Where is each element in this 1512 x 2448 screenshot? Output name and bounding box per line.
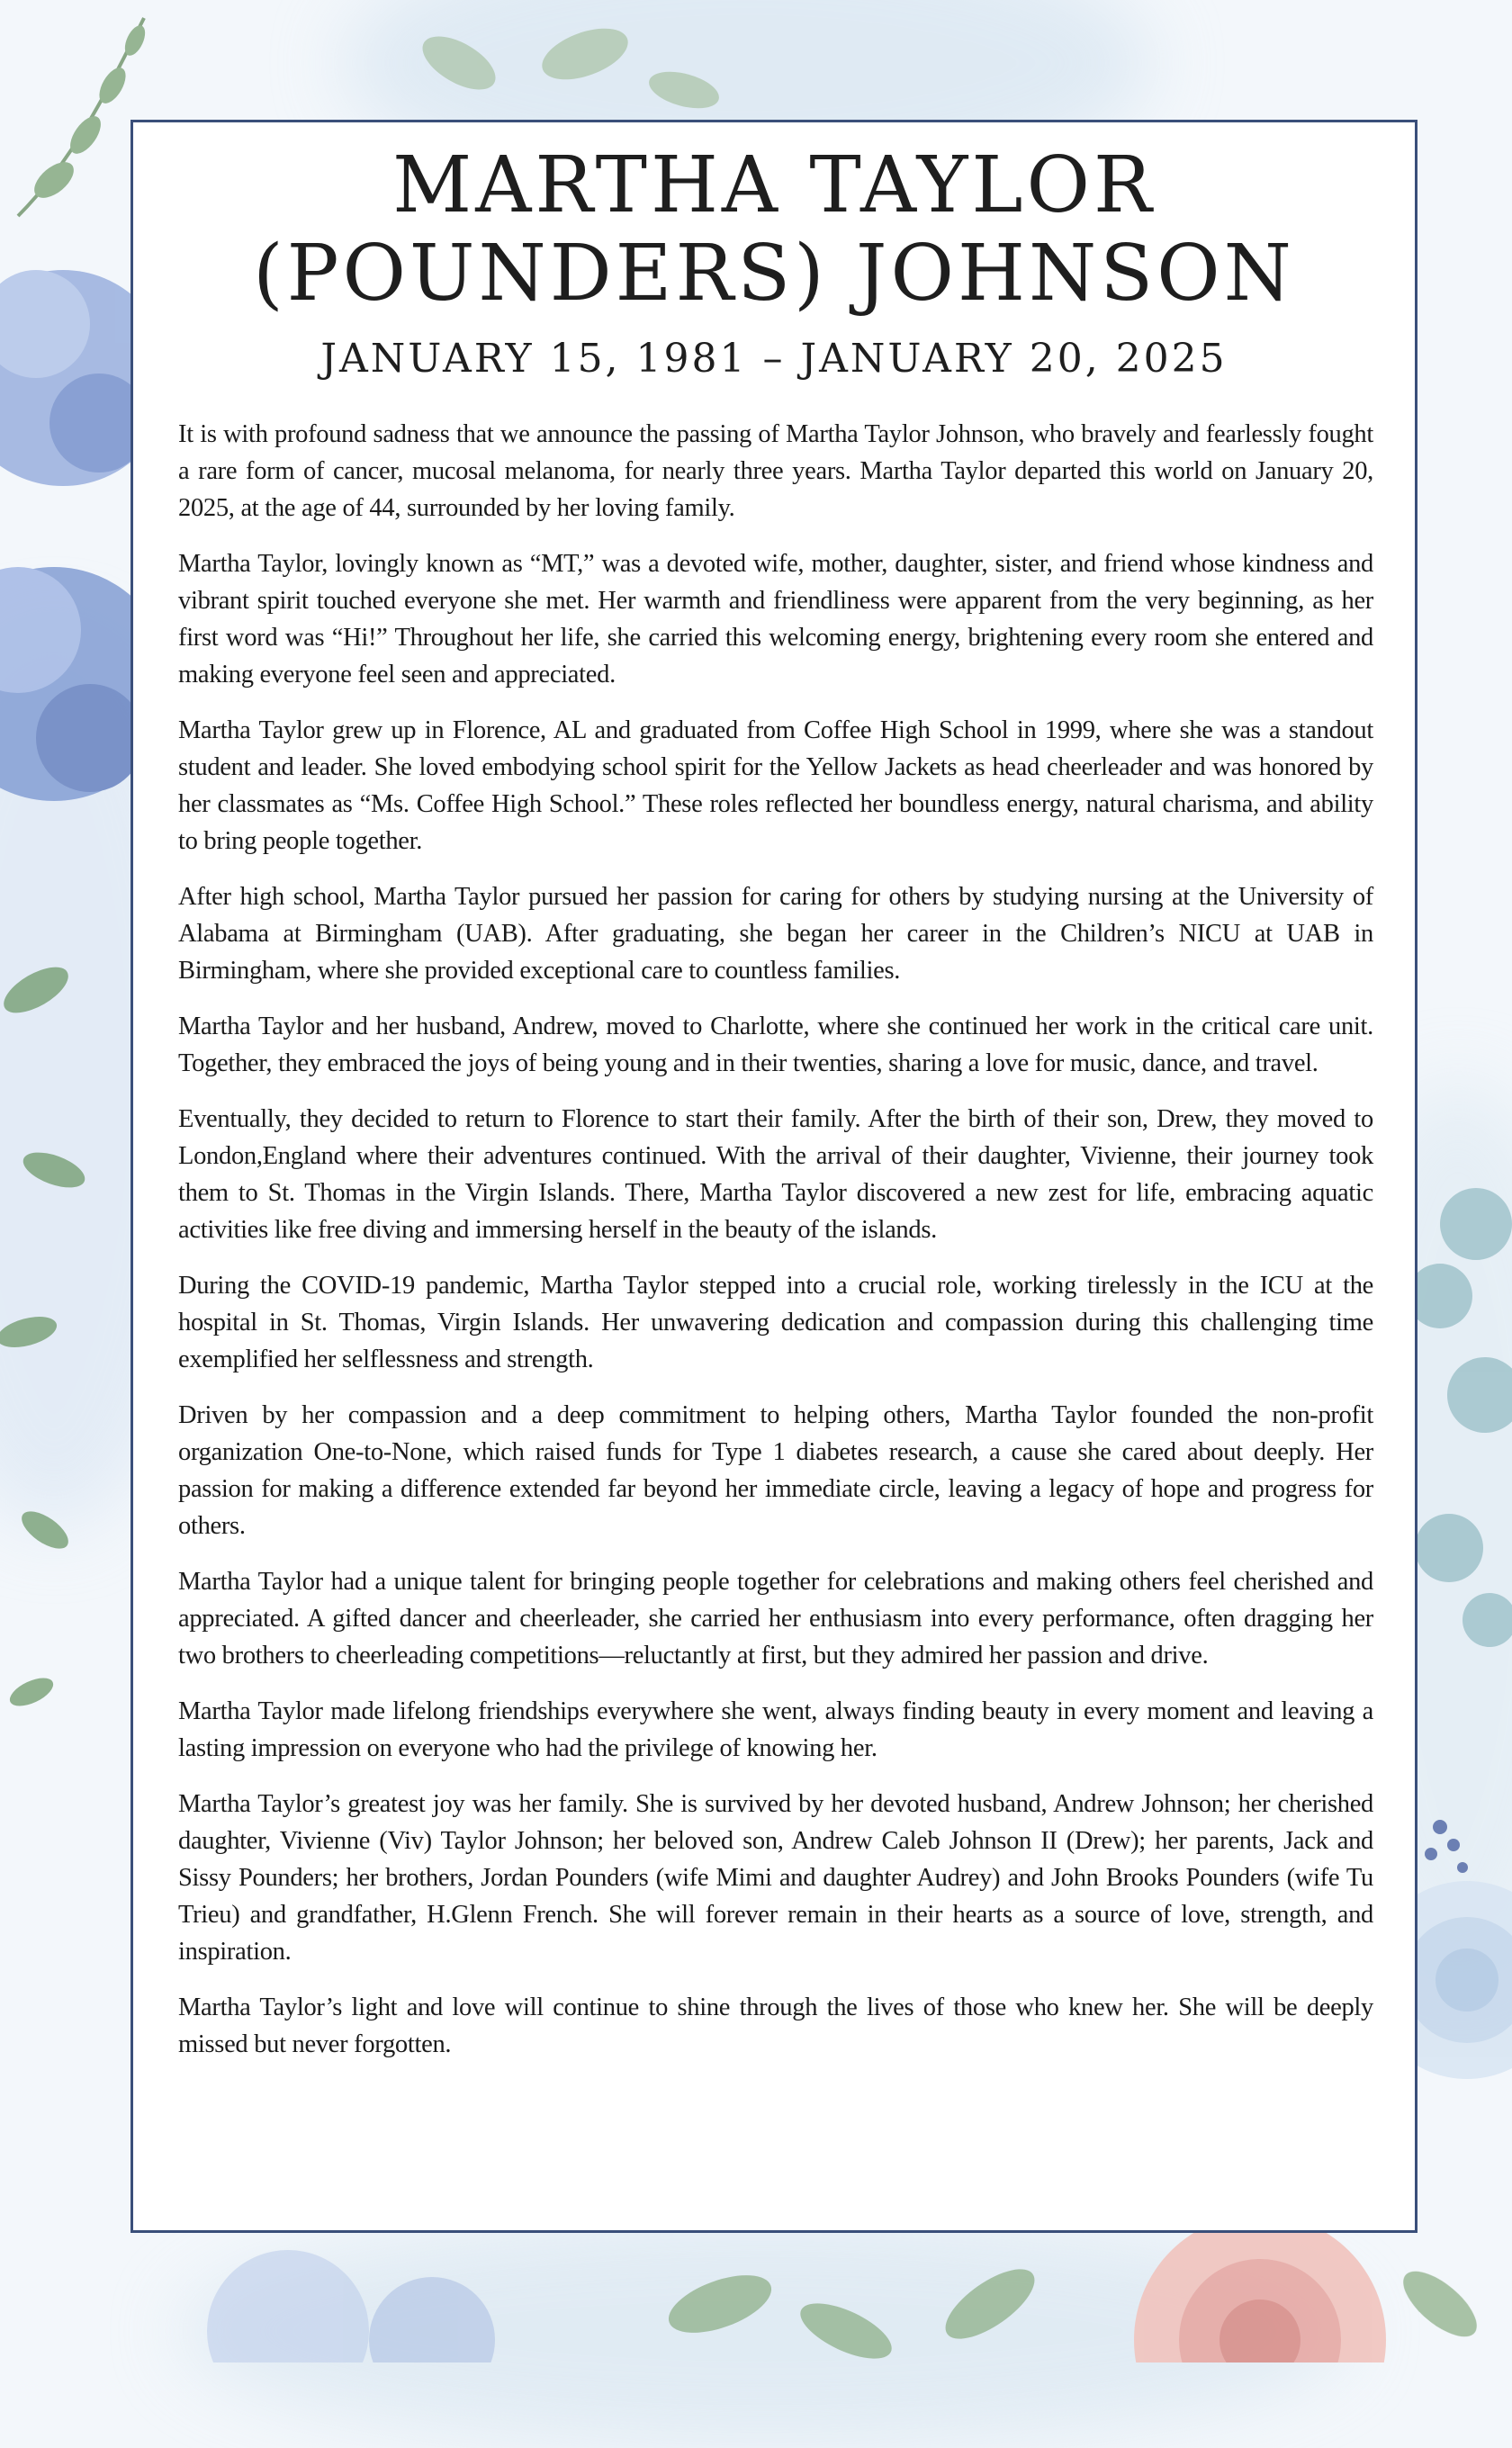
paragraph-survivors: Martha Taylor’s greatest joy was her family. She is survived by her devoted husband, Andrew Johnson; her cherished daughter, Vivienne (Viv) Taylor Johnson; her beloved son, Andrew Caleb Johnson II (Drew); her parents, Jack and Sissy Pounders; her brothers, Jordan Pounders (wife Mimi and daughter Audrey) and John Brooks Pounders (wife Tu Trieu) and grandfather, H.Glenn French. She will forever remain in their hearts as a source of love, strength, and inspiration.	[178, 1790, 1373, 1966]
paragraph-education: After high school, Martha Taylor pursued her passion for caring for others by studying nursing at the University of Alabama at Birmingham (UAB). After graduating, she began her career in the Children’s NICU at UAB in Birmingham, where she provided exceptional care to countless families.	[178, 883, 1373, 985]
paragraph-celebrations: Martha Taylor had a unique talent for bringing people together for celebrations and making others feel cherished and appreciated. A gifted dancer and cheerleader, she carried her enthusiasm into every performance, often dragging her two brothers to cheerleading competitions—reluctantly at first, but they admired her passion and drive.	[178, 1568, 1373, 1670]
left-leaves	[0, 958, 89, 1711]
top-leaves	[414, 18, 723, 114]
paragraph-closing: Martha Taylor’s light and love will continue to shine through the lives of those who knew her. She will be deeply missed but never forgotten.	[178, 1994, 1373, 2058]
bottom-rose	[1134, 2214, 1386, 2362]
paragraph-friendships: Martha Taylor made lifelong friendships everywhere she went, always finding beauty in every moment and leaving a lasting impression on everyone who had the privilege of knowing her.	[178, 1697, 1373, 1762]
paragraph-family-travels: Eventually, they decided to return to Florence to start their family. After the birth of their son, Drew, they moved to London,England where their adventures continued. With the arrival of their daughter, Vivienne, their journey took them to St. Thomas in the Virgin Islands. There, Martha Taylor discovered a new zest for life, embracing aquatic activities like free diving and immersing herself in the beauty of the islands.	[178, 1105, 1373, 1244]
obituary-body	[178, 416, 1373, 2082]
life-dates: JANUARY 15, 1981 – JANUARY 20, 2025	[320, 336, 1228, 382]
right-leaves	[1408, 1188, 1512, 1647]
paragraph-upbringing: Martha Taylor grew up in Florence, AL and graduated from Coffee High School in 1999, where she was a standout student and leader. She loved embodying school spirit for the Yellow Jackets as head cheerleader and was honored by her classmates as “Ms. Coffee High School.” These roles reflected her boundless energy, natural charisma, and ability to bring people together.	[178, 716, 1373, 855]
top-left-eucalyptus	[18, 18, 149, 216]
paragraph-announcement: It is with profound sadness that we announce the passing of Martha Taylor Johnson, who bravely and fearlessly fought a rare form of cancer, mucosal melanoma, for nearly three years. Martha Taylor departed this world on January 20, 2025, at the age of 44, surrounded by her loving family.	[178, 420, 1373, 522]
paragraph-nonprofit: Driven by her compassion and a deep commitment to helping others, Martha Taylor founded the non-profit organization One-to-None, which raised funds for Type 1 diabetes research, a cause she cared about deeply. Her passion for making a difference extended far beyond her immediate circle, leaving a legacy of hope and progress for others.	[178, 1401, 1373, 1540]
obituary-panel	[130, 120, 1418, 2233]
bottom-hydrangea	[207, 2250, 495, 2362]
obituary-name-line1: MARTHA TAYLOR	[392, 140, 1156, 230]
paragraph-covid: During the COVID-19 pandemic, Martha Taylor stepped into a crucial role, working tirelessly in the ICU at the hospital in St. Thomas, Virgin Islands. Her unwavering dedication and compassion during this challenging time exemplified her selflessness and strength.	[178, 1272, 1373, 1373]
paragraph-character: Martha Taylor, lovingly known as “MT,” was a devoted wife, mother, daughter, sister, and friend whose kindness and vibrant spirit touched everyone she met. Her warmth and friendliness were apparent from the very beginning, as her first word was “Hi!” Throughout her life, she carried this welcoming energy, brightening every room she entered and making everyone feel seen and appreciated.	[178, 550, 1373, 688]
paragraph-charlotte: Martha Taylor and her husband, Andrew, moved to Charlotte, where she continued her work in the critical care unit. Together, they embraced the joys of being young and in their twenties, sharing a love for music, dance, and travel.	[178, 1012, 1373, 1077]
right-berries	[1425, 1820, 1468, 1873]
obituary-name-line2: (POUNDERS) JOHNSON	[253, 229, 1295, 319]
